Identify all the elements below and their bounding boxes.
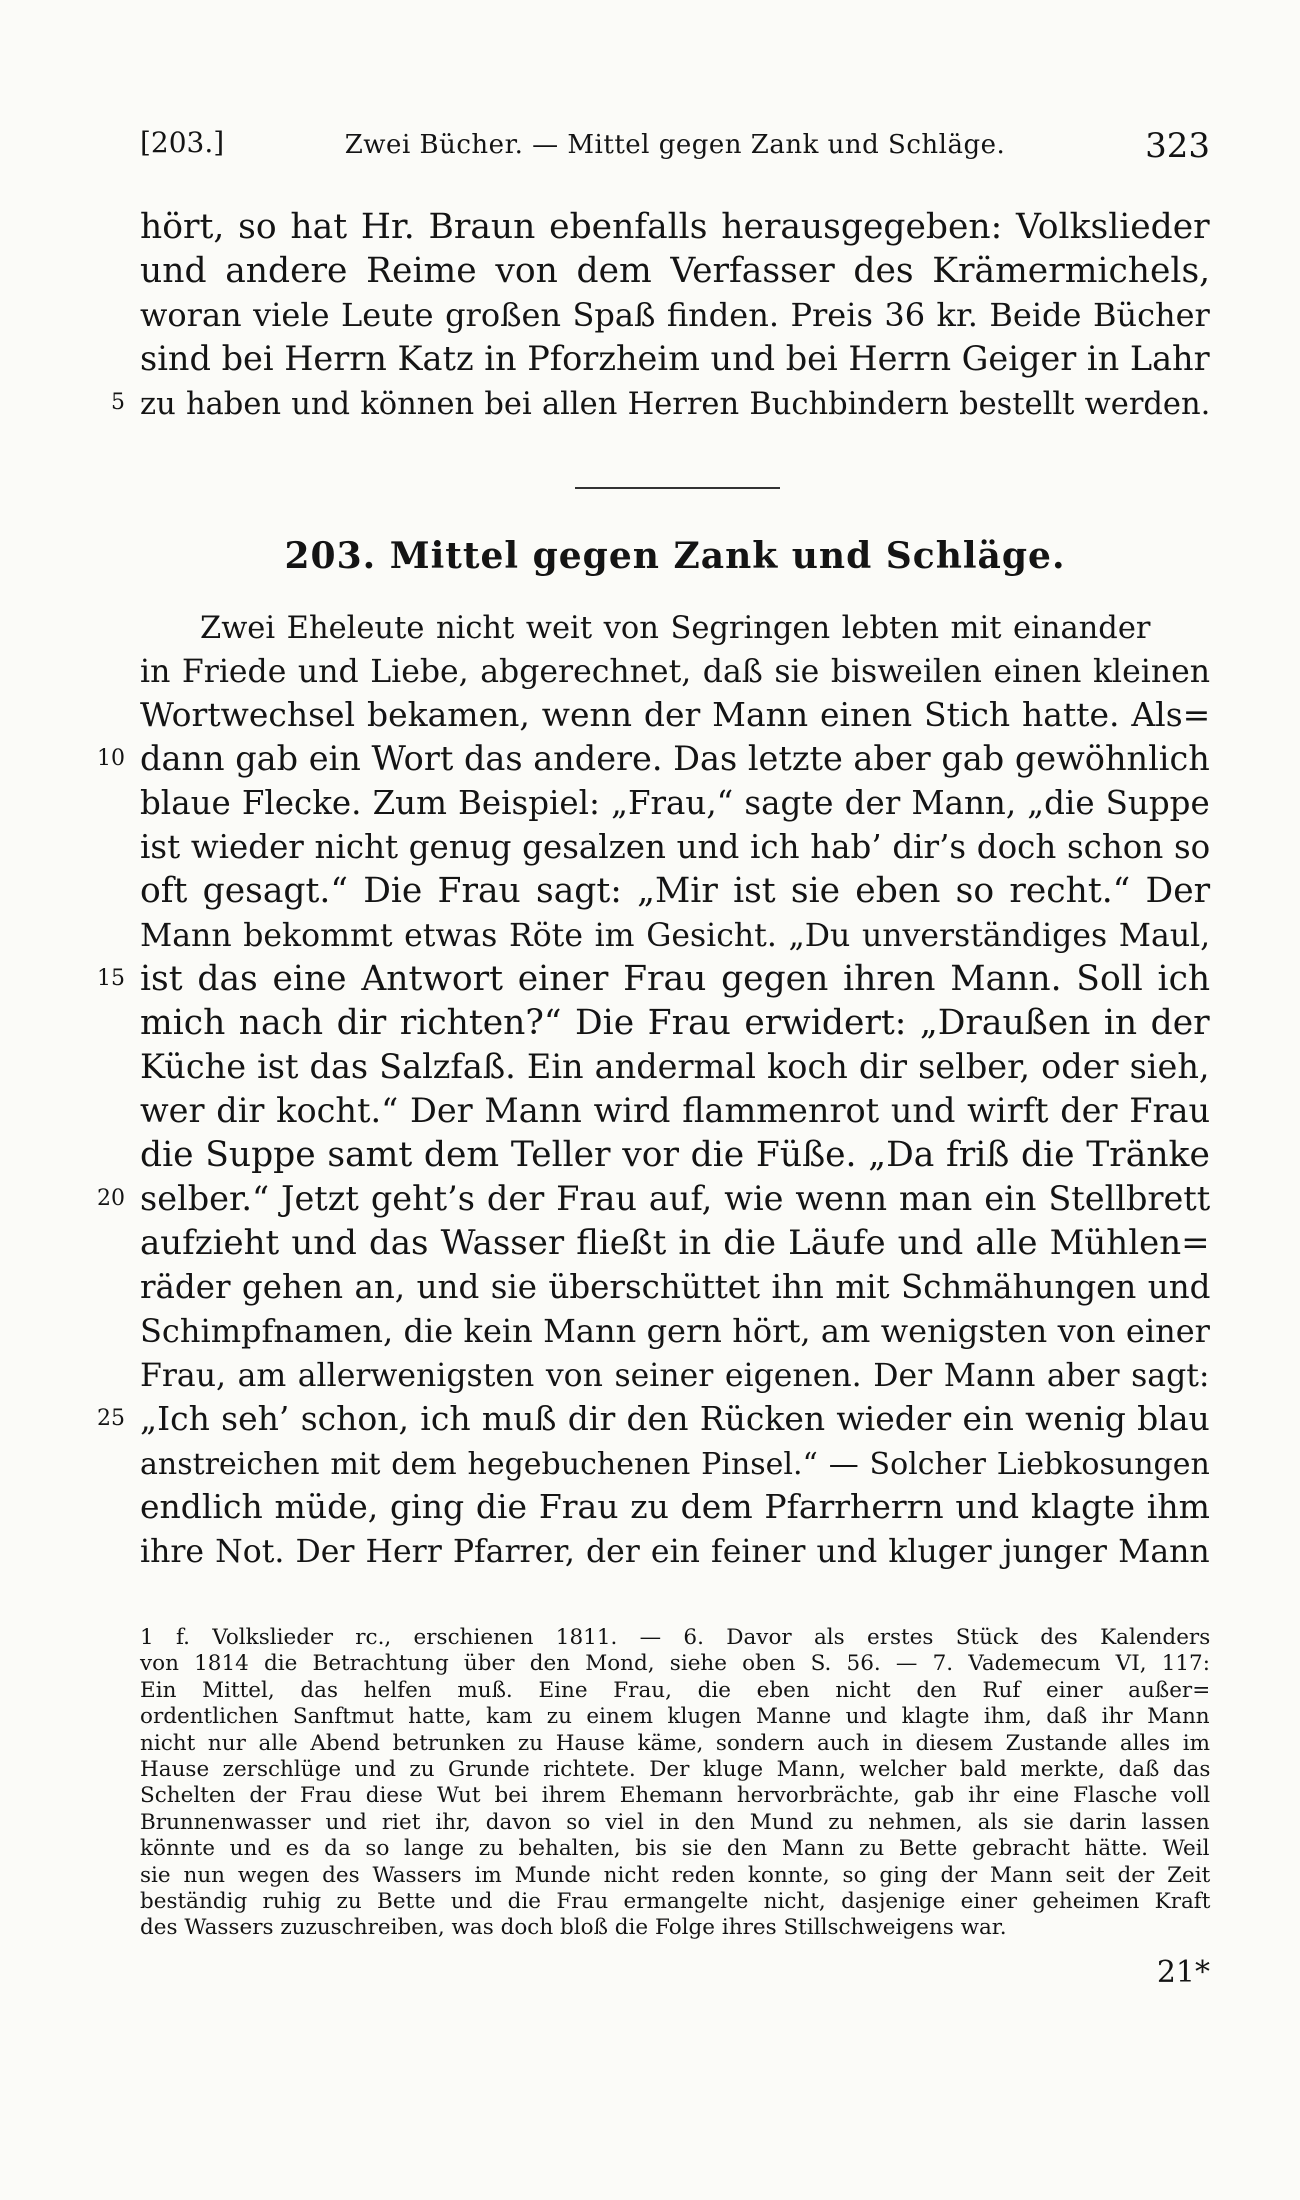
line-text: Schimpfnamen, die kein Mann gern hört, am wenigsten von einer	[140, 1312, 1210, 1350]
line-number: 10	[97, 746, 125, 771]
text-line	[140, 1265, 1210, 1309]
text-line	[140, 205, 1210, 249]
text-line	[140, 1001, 1210, 1045]
footnote-line: 1 f. Volkslieder rc., erschienen 1811. — 6. Davor als erstes Stück des Kalenders	[140, 1625, 1211, 1650]
line-text: in Friede und Liebe, abgerechnet, daß sie bisweilen einen kleinen	[140, 654, 1211, 690]
line-text: ist wieder nicht genug gesalzen und ich hab’ dir’s doch schon so	[140, 828, 1211, 866]
text-line	[97, 1177, 1211, 1221]
text-line	[140, 1529, 1210, 1573]
line-number: 25	[97, 1406, 125, 1431]
text-line	[97, 957, 1211, 1001]
text-line	[140, 1089, 1210, 1133]
line-text: Frau, am allerwenigsten von seiner eigenen. Der Mann aber sagt:	[140, 1358, 1210, 1394]
text-line	[111, 381, 1211, 425]
section-divider	[575, 487, 780, 489]
line-text: ist das eine Antwort einer Frau gegen ihren Mann. Soll ich	[140, 959, 1211, 999]
footnote-line: Ein Mittel, das helfen muß. Eine Frau, die eben nicht den Ruf einer außer=	[140, 1677, 1211, 1703]
line-text: zu haben und können bei allen Herren Buchbindern bestellt werden.	[140, 387, 1211, 422]
line-number: 5	[111, 390, 125, 415]
footnote-line: sie nun wegen des Wassers im Munde nicht reden konnte, so ging der Mann seit der Zeit	[140, 1862, 1211, 1888]
text-line	[97, 1397, 1210, 1441]
text-line	[140, 649, 1210, 693]
running-header	[140, 118, 1210, 178]
section-title: 203. Mittel gegen Zank und Schläge.	[284, 535, 1066, 577]
footnote-line: nicht nur alle Abend betrunken zu Hause käme, sondern auch in diesem Zustande alles im	[140, 1730, 1211, 1756]
text-line	[97, 737, 1210, 781]
running-title: Zwei Bücher. — Mittel gegen Zank und Schläge.	[344, 130, 1006, 160]
footnotes	[140, 1625, 1210, 1942]
line-text: mich nach dir richten?“ Die Frau erwidert: „Draußen in der	[140, 1003, 1210, 1043]
footnote-line: Brunnenwasser und riet ihr, davon so viel in den Mund zu nehmen, als sie darin lassen	[140, 1809, 1210, 1835]
line-text: die Suppe samt dem Teller vor die Füße. „Da friß die Tränke	[140, 1135, 1210, 1175]
line-text: räder gehen an, und sie überschüttet ihn mit Schmähungen und	[140, 1268, 1211, 1306]
signature-mark: 21*	[1156, 1955, 1210, 1990]
line-text: woran viele Leute großen Spaß finden. Preis 36 kr. Beide Bücher	[140, 296, 1210, 334]
footnote-line: Schelten der Frau diese Wut bei ihrem Ehemann hervorbrächte, gab ihr eine Flasche voll	[140, 1783, 1211, 1809]
line-text: anstreichen mit dem hegebuchenen Pinsel.“ — Solcher Liebkosungen	[140, 1447, 1210, 1482]
line-text: hört, so hat Hr. Braun ebenfalls herausgegeben: Volkslieder	[140, 207, 1210, 247]
line-text: oft gesagt.“ Die Frau sagt: „Mir ist sie eben so recht.“ Der	[140, 871, 1211, 911]
footnote-line: Hause zerschlüge und zu Grunde richtete. Der kluge Mann, welcher bald merkte, daß das	[140, 1756, 1211, 1782]
footnote-line: könnte und es da so lange zu behalten, bis sie den Mann zu Bette gebracht hätte. Weil	[140, 1836, 1210, 1862]
line-text: aufzieht und das Wasser fließt in die Läufe und alle Mühlen=	[140, 1223, 1210, 1263]
page-number: 323	[1145, 126, 1210, 166]
section-number-bracket: [203.]	[140, 126, 225, 159]
line-text: dann gab ein Wort das andere. Das letzte aber gab gewöhnlich	[140, 739, 1210, 778]
line-text: endlich müde, ging die Frau zu dem Pfarrherrn und klagte ihm	[140, 1487, 1210, 1526]
line-text: ihre Not. Der Herr Pfarrer, der ein feiner und kluger junger Mann	[140, 1534, 1210, 1570]
text-line	[140, 869, 1210, 913]
line-text: und andere Reime von dem Verfasser des Krämermichels,	[140, 251, 1211, 291]
text-line	[140, 337, 1210, 381]
line-text: Mann bekommt etwas Röte im Gesicht. „Du unverständiges Maul,	[140, 918, 1211, 954]
text-line	[140, 605, 1210, 649]
text-line	[140, 1353, 1210, 1397]
text-line	[140, 913, 1210, 957]
story-text	[97, 605, 1211, 1573]
text-line	[140, 1221, 1210, 1265]
line-number: 20	[97, 1186, 125, 1211]
text-line	[140, 1133, 1210, 1177]
text-line	[140, 1309, 1210, 1353]
line-text: wer dir kocht.“ Der Mann wird flammenrot und wirft der Frau	[140, 1091, 1211, 1130]
line-text: Zwei Eheleute nicht weit von Segringen lebten mit einander	[200, 611, 1151, 646]
line-text: Wortwechsel bekamen, wenn der Mann einen Stich hatte. Als=	[140, 695, 1211, 734]
line-number: 15	[97, 966, 125, 991]
text-line	[140, 1045, 1210, 1089]
intro-paragraph	[111, 205, 1211, 425]
text-line	[140, 825, 1210, 869]
text-line	[140, 249, 1210, 293]
line-text: blaue Flecke. Zum Beispiel: „Frau,“ sagte der Mann, „die Suppe	[140, 784, 1210, 822]
line-text: sind bei Herrn Katz in Pforzheim und bei Herrn Geiger in Lahr	[140, 339, 1210, 378]
text-line	[140, 781, 1210, 825]
line-text: „Ich seh’ schon, ich muß dir den Rücken wieder ein wenig blau	[140, 1399, 1210, 1438]
footnote-line: von 1814 die Betrachtung über den Mond, siehe oben S. 56. — 7. Vademecum VI, 117:	[140, 1651, 1210, 1677]
text-line	[140, 693, 1210, 737]
line-text: Küche ist das Salzfaß. Ein andermal koch dir selber, oder sieh,	[140, 1047, 1210, 1086]
line-text: selber.“ Jetzt geht’s der Frau auf, wie wenn man ein Stellbrett	[140, 1179, 1211, 1218]
footnote-line: des Wassers zuzuschreiben, was doch bloß die Folge ihres Stillschweigens war.	[140, 1915, 1007, 1941]
text-line	[140, 293, 1210, 337]
footnote-line: ordentlichen Sanftmut hatte, kam zu einem klugen Manne und klagte ihm, daß ihr Mann	[140, 1704, 1210, 1730]
footnote-line: beständig ruhig zu Bette und die Frau ermangelte nicht, dasjenige einer geheimen Kraft	[140, 1888, 1211, 1914]
text-line	[140, 1441, 1210, 1485]
text-line	[140, 1485, 1210, 1529]
